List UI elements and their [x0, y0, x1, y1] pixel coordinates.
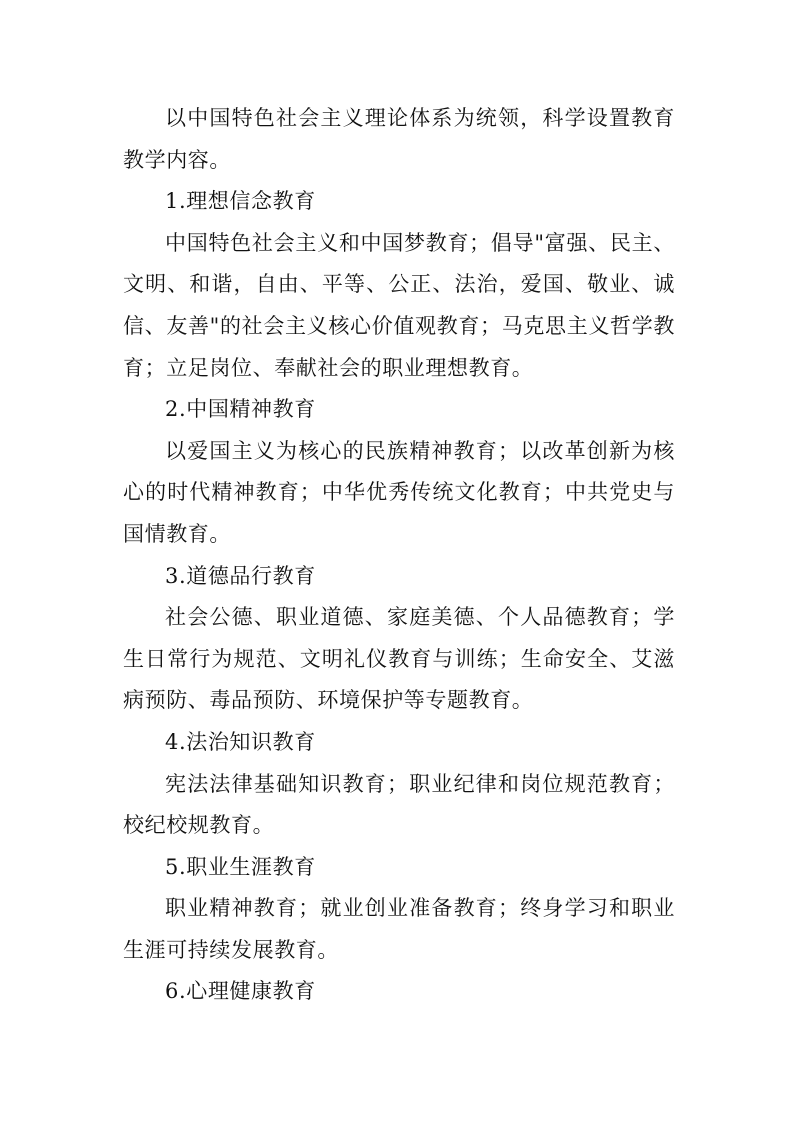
section-body-5: 职业精神教育；就业创业准备教育；终身学习和职业生涯可持续发展教育。: [123, 896, 675, 962]
section-heading-5: 5.职业生涯教育: [165, 854, 316, 879]
intro-paragraph: 以中国特色社会主义理论体系为统领，科学设置教育教学内容。: [123, 106, 675, 172]
document-page: [123, 98, 675, 1013]
section-heading-1: 1.理想信念教育: [165, 189, 316, 214]
section-body-1: 中国特色社会主义和中国梦教育；倡导"富强、民主、文明、和谐，自由、平等、公正、法治，爱国、敬业、诚信、友善"的社会主义核心价值观教育；马克思主义哲学教育；立足岗位、奉献社会的职业理想教育。: [123, 230, 675, 380]
section-body-3: 社会公德、职业道德、家庭美德、个人品德教育；学生日常行为规范、文明礼仪教育与训练；生命安全、艾滋病预防、毒品预防、环境保护等专题教育。: [123, 605, 675, 713]
section-heading-2: 2.中国精神教育: [165, 397, 316, 422]
section-body-2: 以爱国主义为核心的民族精神教育；以改革创新为核心的时代精神教育；中华优秀传统文化教育；中共党史与国情教育。: [123, 438, 675, 546]
section-heading-4: 4.法治知识教育: [165, 729, 316, 754]
section-body-4: 宪法法律基础知识教育；职业纪律和岗位规范教育；校纪校规教育。: [123, 771, 675, 838]
section-heading-6: 6.心理健康教育: [165, 979, 316, 1004]
section-heading-3: 3.道德品行教育: [165, 563, 316, 588]
